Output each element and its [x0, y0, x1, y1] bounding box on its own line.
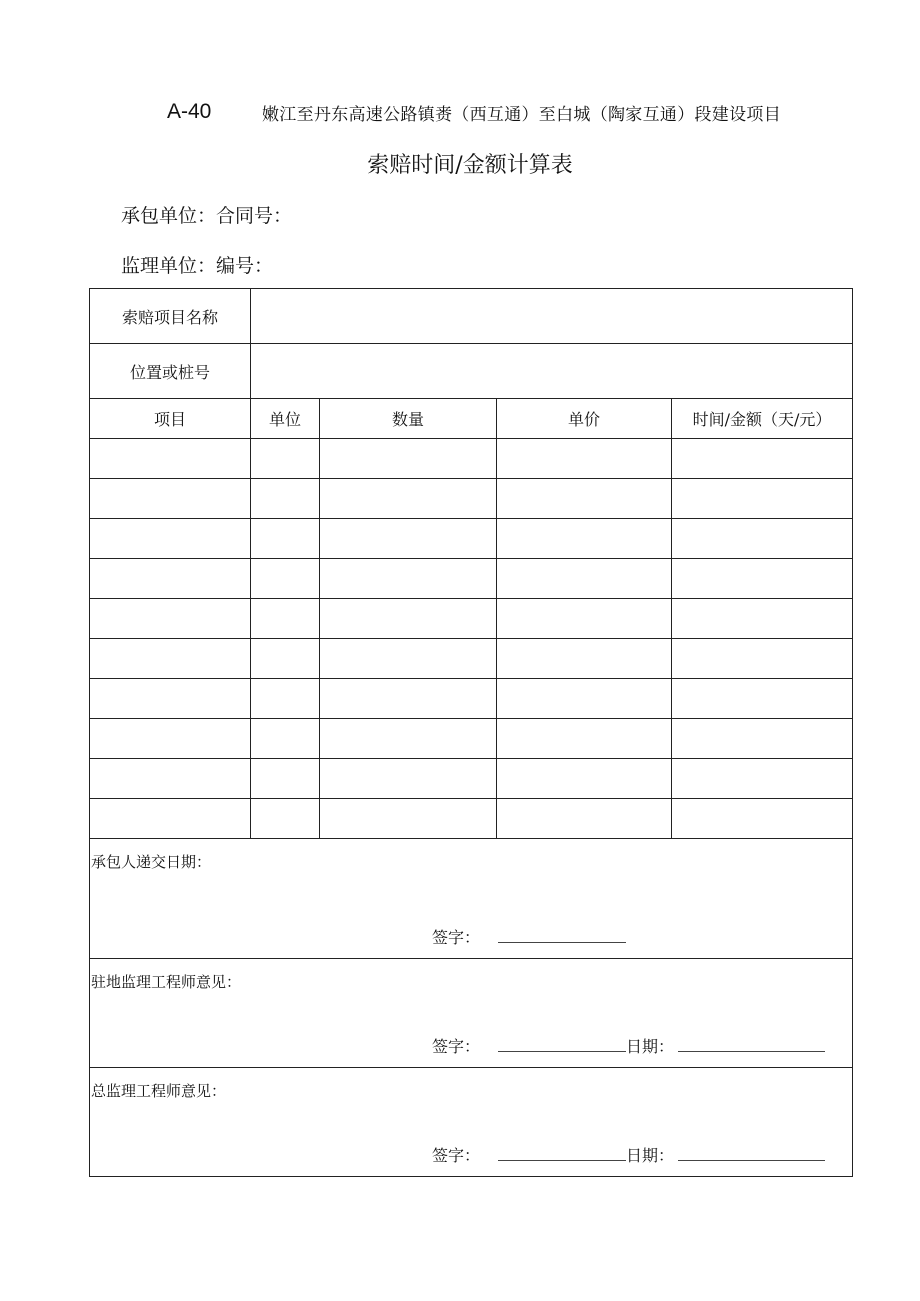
cell-item[interactable]: [90, 679, 251, 719]
chief-engineer-block: [90, 1068, 853, 1177]
resident-date-field[interactable]: [678, 1037, 825, 1052]
chief-engineer-heading: 总监理工程师意见：: [91, 1082, 227, 1100]
table-row: [90, 639, 853, 679]
cell-time-amount[interactable]: [672, 559, 853, 599]
supervisor-number-line: 监理单位：编号：: [121, 255, 274, 277]
chief-date-field[interactable]: [678, 1146, 825, 1161]
table-row: [90, 519, 853, 559]
cell-time-amount[interactable]: [672, 719, 853, 759]
cell-unit-price[interactable]: [497, 679, 672, 719]
cell-unit[interactable]: [251, 719, 320, 759]
resident-signature-field[interactable]: [498, 1037, 626, 1052]
cell-item[interactable]: [90, 799, 251, 839]
resident-engineer-block: [90, 959, 853, 1068]
contractor-contract-line: 承包单位：合同号：: [121, 205, 293, 227]
table-row: [90, 439, 853, 479]
cell-item[interactable]: [90, 559, 251, 599]
cell-unit[interactable]: [251, 519, 320, 559]
cell-time-amount[interactable]: [672, 759, 853, 799]
cell-unit[interactable]: [251, 639, 320, 679]
claim-item-row: [90, 289, 853, 344]
project-name: 嫩江至丹东高速公路镇赉（西互通）至白城（陶家互通）段建设项目: [262, 105, 781, 125]
claim-item-field[interactable]: [251, 289, 853, 344]
cell-unit-price[interactable]: [497, 639, 672, 679]
claim-item-label: 索赔项目名称: [90, 289, 251, 344]
cell-item[interactable]: [90, 599, 251, 639]
cell-unit-price[interactable]: [497, 599, 672, 639]
cell-unit-price[interactable]: [497, 719, 672, 759]
cell-unit-price[interactable]: [497, 479, 672, 519]
column-header-row: [90, 399, 853, 439]
column-header-item: 项目: [90, 399, 251, 439]
table-row: [90, 559, 853, 599]
cell-unit-price[interactable]: [497, 559, 672, 599]
contractor-submit-block: [90, 839, 853, 959]
cell-item[interactable]: [90, 439, 251, 479]
cell-item[interactable]: [90, 759, 251, 799]
form-code: A-40: [167, 100, 212, 123]
table-row: [90, 799, 853, 839]
chief-engineer-signature-line: [432, 1143, 825, 1166]
cell-unit[interactable]: [251, 679, 320, 719]
cell-time-amount[interactable]: [672, 639, 853, 679]
table-row: [90, 679, 853, 719]
location-label: 位置或桩号: [90, 344, 251, 399]
column-header-time-amount: 时间/金额（天/元）: [672, 399, 853, 439]
cell-item[interactable]: [90, 719, 251, 759]
resident-engineer-heading: 驻地监理工程师意见：: [91, 973, 242, 991]
resident-engineer-signature-line: [432, 1034, 825, 1057]
cell-time-amount[interactable]: [672, 679, 853, 719]
contractor-signature-field[interactable]: [498, 928, 626, 943]
table-row: [90, 599, 853, 639]
location-row: [90, 344, 853, 399]
cell-unit-price[interactable]: [497, 799, 672, 839]
contractor-signature-line: [432, 925, 626, 948]
column-header-unit-price: 单价: [497, 399, 672, 439]
cell-item[interactable]: [90, 479, 251, 519]
cell-quantity[interactable]: [320, 479, 497, 519]
cell-unit[interactable]: [251, 799, 320, 839]
data-rows: [90, 439, 853, 839]
chief-signature-field[interactable]: [498, 1146, 626, 1161]
cell-unit-price[interactable]: [497, 759, 672, 799]
cell-time-amount[interactable]: [672, 519, 853, 559]
cell-quantity[interactable]: [320, 759, 497, 799]
cell-quantity[interactable]: [320, 519, 497, 559]
cell-unit[interactable]: [251, 559, 320, 599]
cell-quantity[interactable]: [320, 799, 497, 839]
contractor-sign-label: 签字：: [432, 928, 481, 947]
resident-sign-label: 签字：: [432, 1037, 481, 1056]
cell-quantity[interactable]: [320, 639, 497, 679]
resident-date-label: 日期：: [626, 1037, 675, 1056]
cell-time-amount[interactable]: [672, 799, 853, 839]
column-header-unit: 单位: [251, 399, 320, 439]
table-row: [90, 759, 853, 799]
cell-time-amount[interactable]: [672, 599, 853, 639]
cell-quantity[interactable]: [320, 719, 497, 759]
cell-unit[interactable]: [251, 439, 320, 479]
cell-unit[interactable]: [251, 599, 320, 639]
cell-quantity[interactable]: [320, 439, 497, 479]
cell-quantity[interactable]: [320, 679, 497, 719]
cell-unit[interactable]: [251, 759, 320, 799]
cell-time-amount[interactable]: [672, 479, 853, 519]
cell-item[interactable]: [90, 519, 251, 559]
contractor-submit-heading: 承包人递交日期：: [91, 853, 212, 871]
chief-date-label: 日期：: [626, 1146, 675, 1165]
location-field[interactable]: [251, 344, 853, 399]
table-row: [90, 719, 853, 759]
cell-item[interactable]: [90, 639, 251, 679]
cell-unit-price[interactable]: [497, 519, 672, 559]
claim-calculation-table: [89, 288, 853, 1177]
table-row: [90, 479, 853, 519]
cell-time-amount[interactable]: [672, 439, 853, 479]
cell-unit-price[interactable]: [497, 439, 672, 479]
column-header-quantity: 数量: [320, 399, 497, 439]
chief-sign-label: 签字：: [432, 1146, 481, 1165]
cell-quantity[interactable]: [320, 599, 497, 639]
cell-unit[interactable]: [251, 479, 320, 519]
document-title: 索赔时间/金额计算表: [367, 153, 573, 178]
cell-quantity[interactable]: [320, 559, 497, 599]
